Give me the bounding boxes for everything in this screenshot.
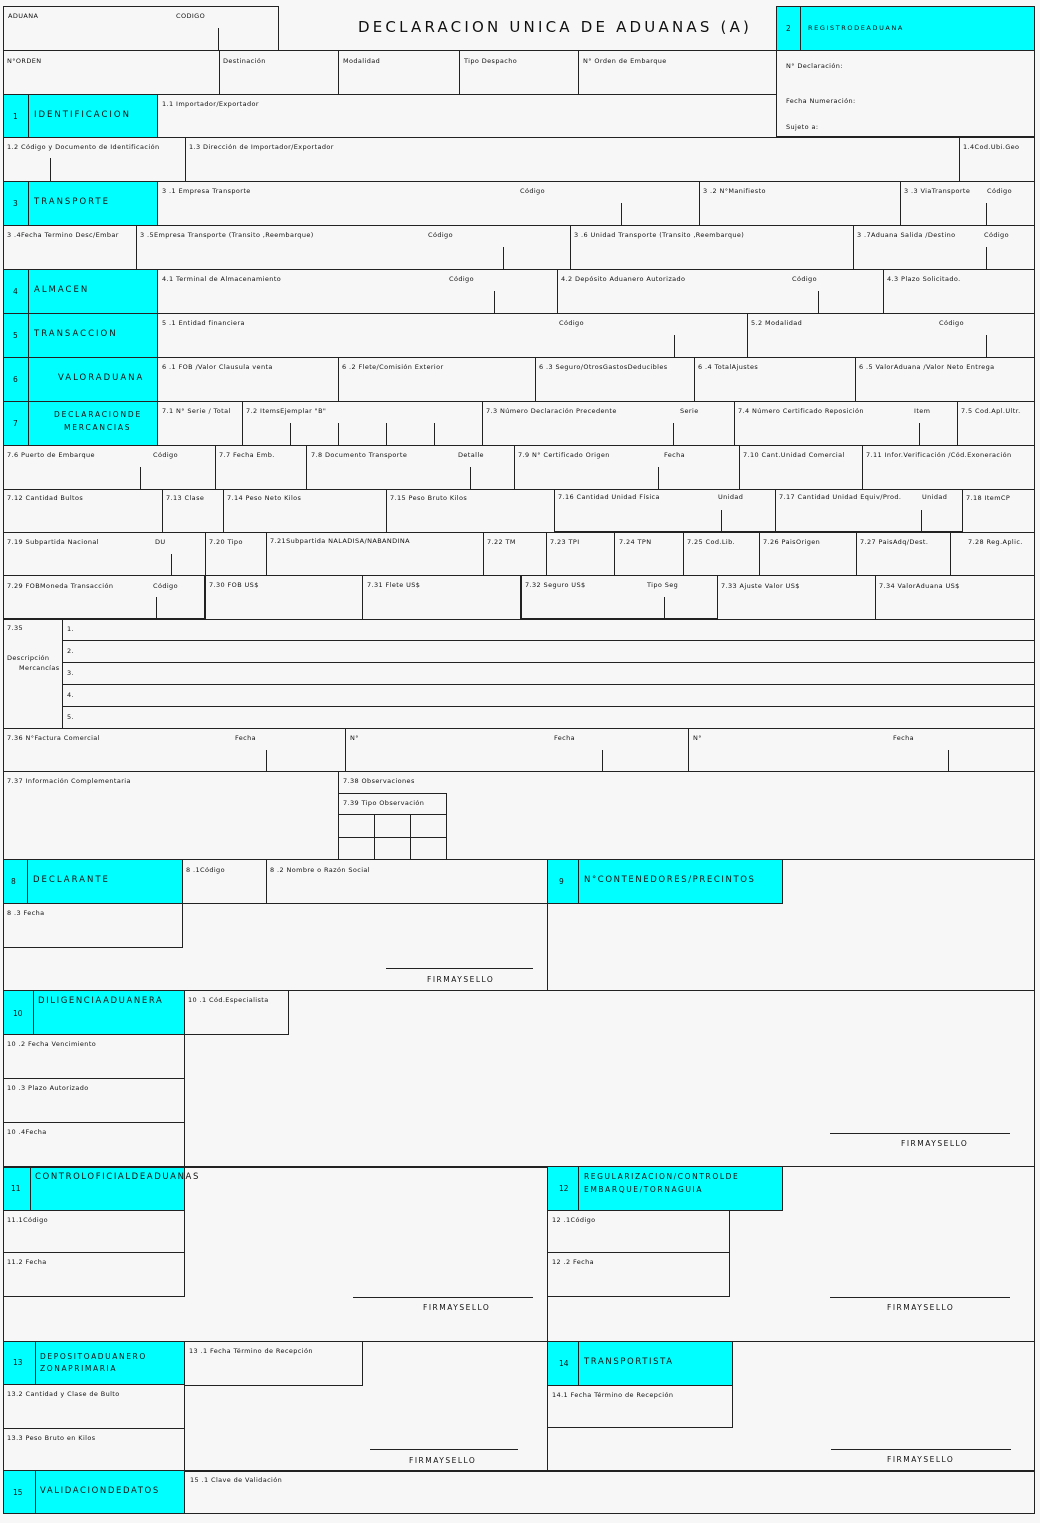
divider	[345, 728, 346, 772]
via-codigo-label: Código	[987, 187, 1012, 195]
cantidad-fisica-label: 7.16 Cantidad Unidad Física	[558, 493, 660, 501]
declarante-codigo-label: 8 .1Código	[186, 866, 225, 874]
divider	[218, 28, 219, 50]
divider	[664, 597, 665, 619]
tm-label: 7.22 TM	[487, 538, 516, 546]
divider	[171, 554, 172, 576]
section-8-title: DECLARANTE	[33, 875, 110, 885]
divider	[483, 532, 484, 576]
firma-line	[830, 1297, 1010, 1298]
deposito-label: 4.2 Depósito Aduanero Autorizado	[561, 275, 686, 283]
divider	[62, 619, 63, 729]
section-12-number: 12	[559, 1184, 569, 1193]
divider	[614, 532, 615, 576]
divider	[674, 335, 675, 358]
firma-line	[831, 1449, 1011, 1450]
cant-unidad-comercial-label: 7.10 Cant.Unidad Comercial	[743, 451, 845, 459]
divider	[62, 706, 1035, 707]
informacion-complementaria-box	[3, 771, 1035, 860]
puerto-embarque-label: 7.6 Puerto de Embarque	[7, 451, 95, 459]
control-codigo-label: 11.1Código	[7, 1216, 49, 1224]
section-8-number: 8	[11, 877, 16, 886]
declarante-fecha-label: 8 .3 Fecha	[7, 909, 45, 917]
factura-row	[3, 728, 1035, 772]
descripcion-line-5[interactable]: 5.	[67, 713, 75, 721]
especialista-label: 10 .1 Cód.Especialista	[188, 996, 269, 1004]
certificado-reposicion-label: 7.4 Número Certificado Reposición	[738, 407, 864, 415]
fecha-vencimiento-label: 10 .2 Fecha Vencimiento	[7, 1040, 97, 1048]
empresa-transito-codigo-label: Código	[428, 231, 453, 239]
aduana-label: ADUANA	[8, 12, 39, 20]
regularizacion-fecha-label: 12 .2 Fecha	[552, 1258, 595, 1266]
declarante-firma-label: FIRMAYSELLO	[427, 975, 495, 984]
cantidad-equiv-label: 7.17 Cantidad Unidad Equiv/Prod.	[779, 493, 902, 501]
fisica-unidad-label: Unidad	[718, 493, 744, 501]
divider	[242, 401, 243, 446]
serie-total-label: 7.1 N° Serie / Total	[162, 407, 231, 415]
firma-line	[386, 968, 533, 969]
factura-fecha-2-label: Fecha	[554, 734, 576, 742]
divider	[136, 225, 137, 270]
direccion-label: 1.3 Dirección de Importador/Exportador	[189, 143, 334, 151]
certificado-item-label: Item	[914, 407, 931, 415]
modalidad-transaccion-label: 5.2 Modalidad	[751, 319, 803, 327]
descripcion-line-2[interactable]: 2.	[67, 647, 75, 655]
cantidad-bultos-label: 7.12 Cantidad Bultos	[7, 494, 84, 502]
clase-label: 7.13 Clase	[166, 494, 205, 502]
divider	[986, 203, 987, 226]
descripcion-line-1[interactable]: 1.	[67, 625, 75, 633]
divider	[950, 532, 951, 576]
section-13-title-line2: ZONAPRIMARIA	[40, 1364, 118, 1373]
divider	[156, 597, 157, 619]
descripcion-line-4[interactable]: 4.	[67, 691, 75, 699]
transportista-fecha-label: 14.1 Fecha Término de Recepción	[552, 1391, 674, 1399]
tipo-despacho-label: Tipo Despacho	[464, 57, 518, 65]
flete-label: 6 .2 Flete/Comisión Exterior	[342, 363, 444, 371]
section-12-title-line2: EMBARQUE/TORNAGUIA	[584, 1185, 704, 1194]
tipo-seg-label: Tipo Seg	[647, 581, 679, 589]
section-1-title: IDENTIFICACION	[34, 110, 131, 120]
divider	[338, 50, 339, 95]
regularizacion-firma-label: FIRMAYSELLO	[887, 1303, 955, 1312]
section-3-number: 3	[13, 199, 18, 208]
terminal-codigo-label: Código	[449, 275, 474, 283]
divider	[948, 750, 949, 772]
divider	[721, 510, 722, 532]
section-13-title-line1: DEPOSITOADUANERO	[40, 1352, 147, 1361]
divider	[800, 6, 801, 51]
codigo-documento-label: 1.2 Código y Documento de Identificación	[7, 143, 160, 151]
seguro-us-label: 7.32 Seguro US$	[525, 581, 586, 589]
fecha-numeracion-label: Fecha Numeración:	[786, 97, 856, 105]
divider	[503, 247, 504, 270]
divider	[28, 357, 29, 402]
deposito-codigo-label: Código	[792, 275, 817, 283]
sujeto-a-label: Sujeto a:	[786, 123, 819, 131]
divider	[957, 401, 958, 446]
divider	[578, 1341, 579, 1386]
section-5-title: TRANSACCION	[34, 329, 118, 339]
pais-adq-label: 7.27 PaisAdq/Dest.	[860, 538, 929, 546]
control-fecha-label: 11.2 Fecha	[7, 1258, 47, 1266]
divider	[205, 532, 206, 576]
divider	[50, 158, 51, 182]
cod-lib-label: 7.25 Cod.Lib.	[687, 538, 736, 546]
divider	[494, 291, 495, 314]
divider	[546, 532, 547, 576]
section-10-title: DILIGENCIAADUANERA	[38, 996, 164, 1006]
divider	[658, 467, 659, 490]
aduana-field[interactable]	[3, 6, 279, 51]
manifiesto-label: 3 .2 N°Manifiesto	[703, 187, 766, 195]
section-7-title-line1: DECLARACIONDE	[54, 410, 143, 419]
divider	[578, 1166, 579, 1211]
control-firma-label: FIRMAYSELLO	[423, 1303, 491, 1312]
informacion-complementaria-label: 7.37 Información Complementaria	[7, 777, 131, 785]
flete-us-label: 7.31 Flete US$	[367, 581, 421, 589]
section-4-number: 4	[13, 287, 18, 296]
divider	[28, 313, 29, 358]
section-13-header	[3, 1341, 185, 1385]
entidad-codigo-label: Código	[559, 319, 584, 327]
section-3-title: TRANSPORTE	[34, 197, 110, 207]
plazo-autorizado-label: 10 .3 Plazo Autorizado	[7, 1084, 89, 1092]
documento-transporte-label: 7.8 Documento Transporte	[311, 451, 408, 459]
divider	[621, 203, 622, 226]
destinacion-label: Destinación	[223, 57, 266, 65]
pais-origen-label: 7.26 PaisOrigen	[763, 538, 821, 546]
factura-comercial-label: 7.36 N°Factura Comercial	[7, 734, 100, 742]
documento-detalle-label: Detalle	[458, 451, 484, 459]
section-9-title: N°CONTENEDORES/PRECINTOS	[584, 875, 756, 885]
firma-line	[830, 1133, 1010, 1134]
divider	[717, 575, 718, 620]
divider	[362, 575, 363, 620]
tpi-label: 7.23 TPI	[550, 538, 580, 546]
item-divider	[434, 423, 435, 446]
aduana-salida-codigo-label: Código	[984, 231, 1009, 239]
divider	[62, 662, 1035, 663]
factura-fecha-1-label: Fecha	[235, 734, 257, 742]
cod-ubi-geo-label: 1.4Cod.Ubi.Geo	[963, 143, 1020, 151]
divider	[162, 489, 163, 533]
divider	[900, 181, 901, 226]
ajuste-valor-label: 7.33 Ajuste Valor US$	[721, 582, 800, 590]
section-5-number: 5	[13, 331, 18, 340]
divider	[3, 1166, 548, 1168]
observaciones-label: 7.38 Observaciones	[343, 777, 415, 785]
divider	[215, 445, 216, 490]
deposito-fecha-label: 13 .1 Fecha Término de Recepción	[189, 1347, 313, 1355]
divider	[775, 489, 776, 533]
empresa-codigo-label: Código	[520, 187, 545, 195]
factura-fecha-3-label: Fecha	[893, 734, 915, 742]
section-10-number: 10	[13, 1009, 23, 1018]
section-4-title: ALMACEN	[34, 285, 90, 295]
divider	[535, 357, 536, 402]
tipo-label: 7.20 Tipo	[209, 538, 243, 546]
seguro-label: 6 .3 Seguro/OtrosGastosDeducibles	[539, 363, 668, 371]
regularizacion-codigo-label: 12 .1Código	[552, 1216, 596, 1224]
modalidad-label: Modalidad	[343, 57, 381, 65]
descripcion-number: 7.35	[7, 624, 24, 632]
divider	[386, 489, 387, 533]
reg-aplic-label: 7.28 Reg.Aplic.	[968, 538, 1023, 546]
divider	[470, 467, 471, 490]
divider	[338, 357, 339, 402]
tipo-observacion-label: 7.39 Tipo Observación	[343, 799, 425, 807]
divider	[204, 575, 206, 620]
peso-neto-label: 7.14 Peso Neto Kilos	[227, 494, 302, 502]
importador-label: 1.1 Importador/Exportador	[162, 100, 259, 108]
certificado-origen-label: 7.9 N° Certificado Origen	[518, 451, 610, 459]
divider	[62, 640, 1035, 641]
tpn-label: 7.24 TPN	[619, 538, 652, 546]
divider	[570, 225, 571, 270]
declaracion-precedente-label: 7.3 Número Declaración Precedente	[486, 407, 617, 415]
puerto-codigo-label: Código	[153, 451, 178, 459]
divider	[28, 181, 29, 226]
section-13-number: 13	[13, 1358, 23, 1367]
firma-line	[353, 1297, 533, 1298]
factura-n-2-label: N°	[350, 734, 359, 742]
peso-bruto-label: 7.15 Peso Bruto Kilos	[390, 494, 468, 502]
divider	[459, 50, 460, 95]
divider	[959, 137, 960, 182]
fob-moneda-label: 7.29 FOBMoneda Transacción	[7, 582, 114, 590]
divider	[338, 814, 447, 815]
divider	[223, 489, 224, 533]
empresa-transito-label: 3 .5Empresa Transporte (Transito ,Reembarque)	[140, 231, 314, 239]
empresa-transporte-label: 3 .1 Empresa Transporte	[162, 187, 251, 195]
section-14-number: 14	[559, 1359, 569, 1368]
entidad-label: 5 .1 Entidad financiera	[162, 319, 245, 327]
divider	[853, 225, 854, 270]
divider	[673, 423, 674, 446]
divider	[883, 269, 884, 314]
divider	[33, 990, 34, 1035]
divider	[28, 269, 29, 314]
valor-aduana-us-label: 7.34 ValorAduana US$	[879, 582, 960, 590]
section-14-title: TRANSPORTISTA	[584, 1357, 674, 1367]
fob-us-label: 7.30 FOB US$	[209, 581, 259, 589]
divider	[734, 401, 735, 446]
section-7-title-line2: MERCANCIAS	[64, 423, 132, 432]
divider	[919, 423, 920, 446]
cod-apl-ultr-label: 7.5 Cod.Apl.Ultr.	[961, 407, 1021, 415]
divider	[514, 445, 515, 490]
divider	[410, 814, 411, 860]
deposito-firma-label: FIRMAYSELLO	[409, 1456, 477, 1465]
divider	[30, 1166, 31, 1211]
divider	[986, 247, 987, 270]
divider	[338, 837, 447, 838]
divider	[739, 445, 740, 490]
divider	[986, 335, 987, 358]
modalidad-codigo-label: Código	[939, 319, 964, 327]
orden-embarque-label: N° Orden de Embarque	[583, 57, 667, 65]
descripcion-line-3[interactable]: 3.	[67, 669, 75, 677]
via-transporte-label: 3 .3 ViaTransporte	[904, 187, 971, 195]
divider	[140, 467, 141, 490]
du-label: DU	[155, 538, 166, 546]
codigo-label: CODIGO	[176, 12, 206, 20]
divider	[818, 291, 819, 314]
aduana-salida-label: 3 .7Aduana Salida /Destino	[857, 231, 956, 239]
section-9-number: 9	[559, 877, 564, 886]
valor-aduana-label: 6 .5 ValorAduana /Valor Neto Entrega	[859, 363, 995, 371]
divider	[28, 94, 29, 138]
naladisa-label: 7.21Subpartida NALADISA/NABANDINA	[270, 537, 410, 545]
fob-label: 6 .1 FOB /Valor Clausula venta	[162, 363, 273, 371]
divider	[962, 489, 963, 533]
form-title: DECLARACION UNICA DE ADUANAS (A)	[358, 18, 753, 36]
section-2-title: REGISTRODEADUANA	[808, 24, 904, 32]
divider	[875, 575, 876, 620]
section-15-title: VALIDACIONDEDATOS	[40, 1486, 160, 1496]
divider	[374, 814, 375, 860]
section-1-number: 1	[13, 112, 18, 121]
items-ejemplar-label: 7.2 ItemsEjemplar "B"	[246, 407, 327, 415]
divider	[35, 1341, 36, 1385]
divider	[266, 750, 267, 772]
n-orden-label: N°ORDEN	[7, 57, 42, 65]
declaracion-serie-label: Serie	[680, 407, 699, 415]
divider	[602, 750, 603, 772]
unidad-transporte-label: 3 .6 Unidad Transporte (Transito ,Reembarque)	[574, 231, 745, 239]
divider	[62, 684, 1035, 685]
section-15-number: 15	[13, 1488, 23, 1497]
fecha-termino-label: 3 .4Fecha Termino Desc/Embar	[7, 231, 119, 239]
divider	[27, 859, 28, 904]
transportista-firma-label: FIRMAYSELLO	[887, 1455, 955, 1464]
divider	[219, 50, 220, 95]
divider	[578, 50, 579, 95]
firma-line	[370, 1449, 518, 1450]
divider	[266, 532, 267, 576]
divider	[862, 445, 863, 490]
diligencia-fecha-label: 10 .4Fecha	[7, 1128, 47, 1136]
divider	[855, 357, 856, 402]
certificado-fecha-label: Fecha	[664, 451, 686, 459]
divider	[185, 137, 186, 182]
diligencia-firma-label: FIRMAYSELLO	[901, 1139, 969, 1148]
divider	[28, 401, 29, 446]
plazo-label: 4.3 Plazo Solicitado.	[887, 275, 961, 283]
divider	[557, 269, 558, 314]
item-cp-label: 7.18 ItemCP	[966, 494, 1011, 502]
divider	[482, 401, 483, 446]
divider	[699, 181, 700, 226]
section-6-number: 6	[13, 375, 18, 384]
item-divider	[338, 423, 339, 446]
section-2-number: 2	[786, 24, 791, 33]
divider	[921, 510, 922, 532]
divider	[554, 489, 555, 533]
ajustes-label: 6 .4 TotalAjustes	[698, 363, 759, 371]
item-divider	[386, 423, 387, 446]
divider	[688, 728, 689, 772]
descripcion-label: Descripción	[7, 654, 50, 662]
section-6-title: VALORADUANA	[58, 373, 145, 383]
cantidad-bulto-label: 13.2 Cantidad y Clase de Bulto	[7, 1390, 120, 1398]
peso-bruto-kilos-label: 13.3 Peso Bruto en Kilos	[7, 1434, 96, 1442]
equiv-unidad-label: Unidad	[922, 493, 948, 501]
divider	[306, 445, 307, 490]
section-11-title: CONTROLOFICIALDEADUANAS	[35, 1172, 200, 1182]
divider	[578, 859, 579, 904]
divider	[35, 1470, 36, 1514]
mercancias-label: Mercancías	[19, 664, 60, 672]
section-7-number: 7	[13, 419, 18, 428]
declarante-nombre-label: 8 .2 Nombre o Razón Social	[270, 866, 371, 874]
fecha-emb-label: 7.7 Fecha Emb.	[219, 451, 275, 459]
descripcion-mercancias-box	[3, 619, 1035, 729]
item-divider	[290, 423, 291, 446]
terminal-label: 4.1 Terminal de Almacenamiento	[162, 275, 282, 283]
section-12-title-line1: REGULARIZACION/CONTROLDE	[584, 1172, 740, 1181]
subpartida-nacional-label: 7.19 Subpartida Nacional	[7, 538, 99, 546]
section-11-number: 11	[11, 1184, 21, 1193]
divider	[694, 357, 695, 402]
clave-validacion-label: 15 .1 Clave de Validación	[190, 1476, 283, 1484]
divider	[520, 575, 522, 620]
divider	[683, 532, 684, 576]
fob-moneda-codigo-label: Código	[153, 582, 178, 590]
divider	[856, 532, 857, 576]
factura-n-3-label: N°	[693, 734, 702, 742]
divider	[759, 532, 760, 576]
divider	[747, 313, 748, 358]
verificacion-label: 7.11 Infor.Verificación /Cód.Exoneración	[866, 451, 1012, 459]
n-declaracion-label: N° Declaración:	[786, 62, 843, 70]
